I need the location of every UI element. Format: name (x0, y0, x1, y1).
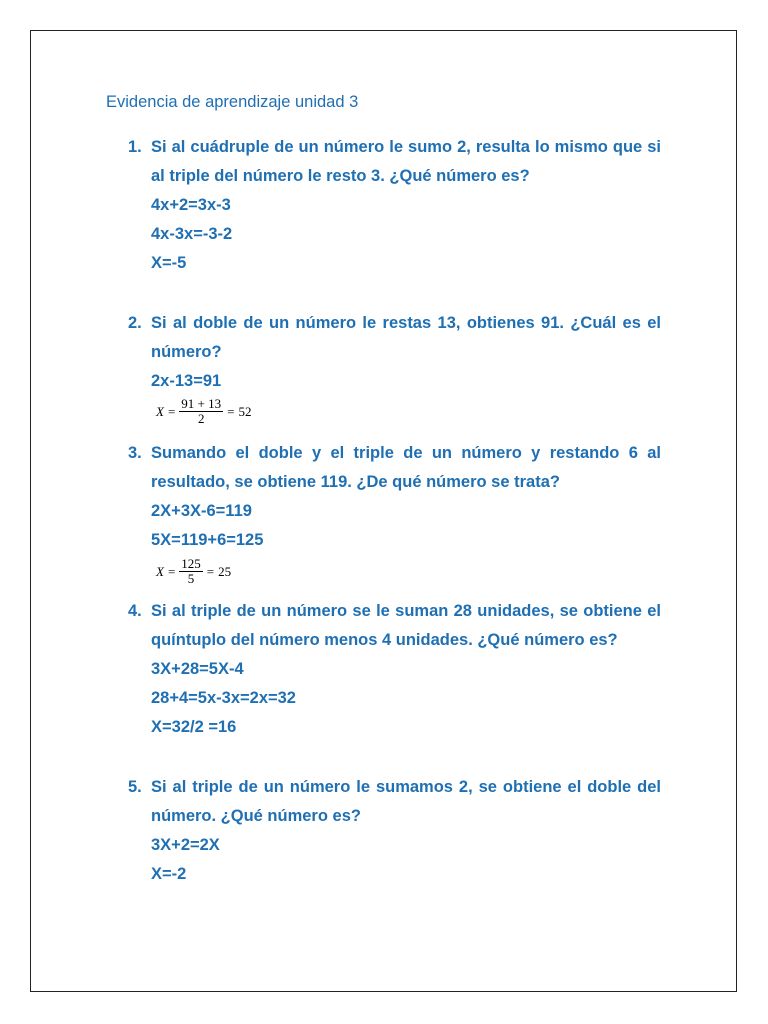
problem-4 (128, 597, 661, 742)
fraction-numerator: 125 (181, 556, 201, 571)
equals-sign: = (227, 403, 235, 419)
fraction-result: 52 (238, 403, 252, 419)
solution-line: 3X+28=5X-4 (151, 660, 244, 678)
problem-5 (128, 773, 661, 889)
fraction-variable: X (156, 403, 164, 419)
solution-line: X=-2 (151, 865, 187, 883)
fraction-result: 25 (218, 563, 232, 579)
document-page (30, 30, 737, 992)
fraction-denominator: 2 (197, 411, 205, 426)
solution-line: X=32/2 =16 (151, 718, 237, 736)
solution-line: 28+4=5x-3x=2x=32 (151, 689, 296, 707)
solution-line: 5X=119+6=125 (151, 531, 264, 549)
fraction-equation (156, 557, 231, 586)
equals-sign: = (167, 563, 176, 579)
problem-number: 4. (128, 602, 142, 620)
solution-line: 4x+2=3x-3 (151, 196, 231, 214)
solution-line: 2x-13=91 (151, 372, 222, 390)
problem-number: 3. (128, 444, 142, 462)
solution-line: X=-5 (151, 254, 187, 272)
problem-3 (128, 439, 661, 555)
fraction-variable: X (156, 563, 164, 579)
solution-line: 4x-3x=-3-2 (151, 225, 233, 243)
solution-line: 3X+2=2X (151, 836, 220, 854)
fraction-numerator: 91 + 13 (181, 396, 222, 411)
problem-question: Si al doble de un número le restas 13, obtienes 91. ¿Cuál es el número? (151, 314, 661, 361)
problem-number: 1. (128, 138, 142, 156)
equals-sign: = (206, 563, 215, 579)
problem-question: Si al triple de un número le sumamos 2, se obtiene el doble del número. ¿Qué número es? (151, 778, 661, 825)
problem-number: 2. (128, 314, 142, 332)
problem-question: Si al cuádruple de un número le sumo 2, resulta lo mismo que si al triple del número le resto 3. ¿Qué número es? (151, 138, 661, 185)
fraction-equation (156, 397, 251, 426)
problem-question: Si al triple de un número se le suman 28 unidades, se obtiene el quíntuplo del número menos 4 unidades. ¿Qué número es? (151, 602, 661, 649)
problem-number: 5. (128, 778, 142, 796)
equals-sign: = (167, 403, 176, 419)
problem-question: Sumando el doble y el triple de un número y restando 6 al resultado, se obtiene 119. ¿De qué número se trata? (151, 444, 661, 491)
problem-2 (128, 309, 661, 396)
solution-line: 2X+3X-6=119 (151, 502, 252, 520)
document-title: Evidencia de aprendizaje unidad 3 (106, 93, 359, 111)
fraction-denominator: 5 (187, 571, 195, 586)
problem-1 (128, 133, 661, 278)
